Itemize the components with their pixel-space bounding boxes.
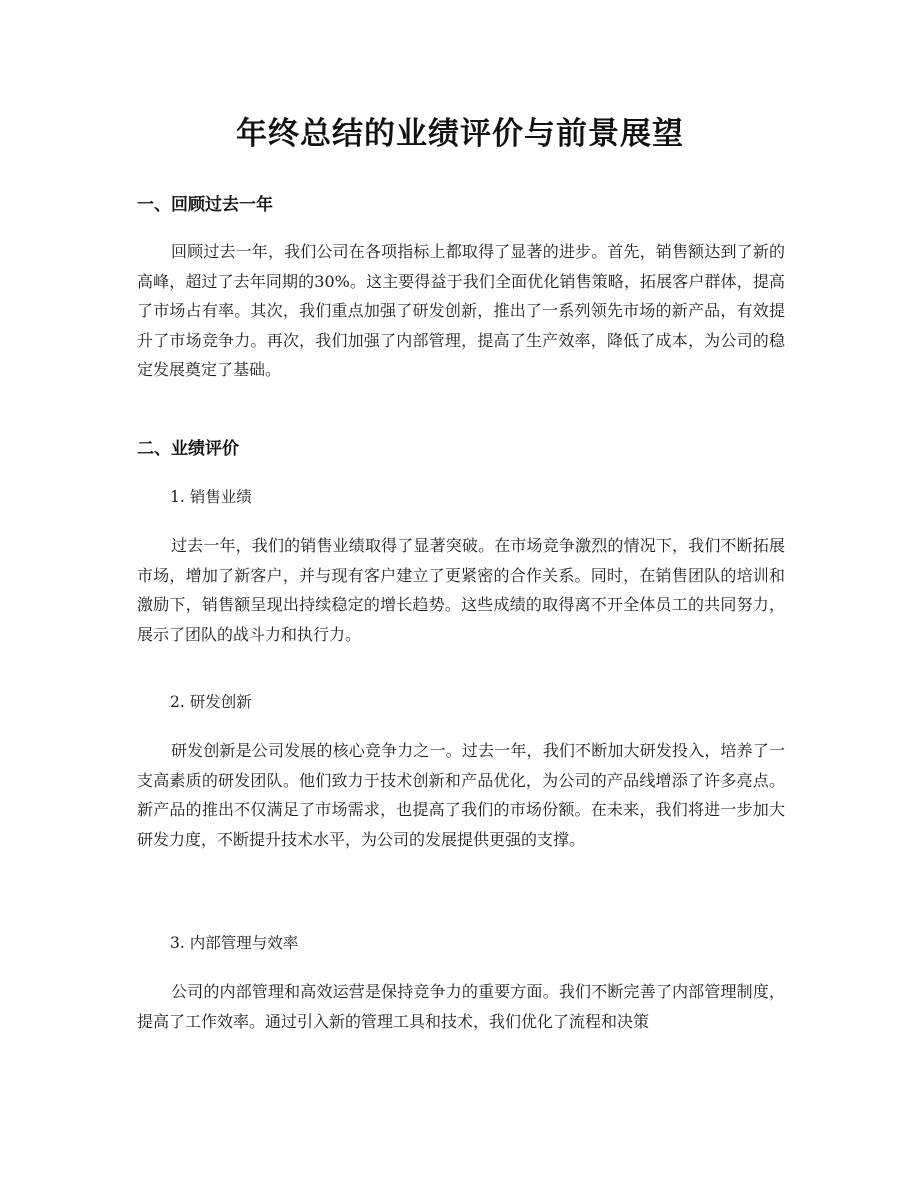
subsection-title-sales: 1. 销售业绩: [170, 488, 252, 506]
section-heading-evaluation: 二、业绩评价: [137, 439, 239, 459]
document-title: 年终总结的业绩评价与前景展望: [236, 116, 684, 152]
paragraph-management: 公司的内部管理和高效运营是保持竞争力的重要方面。我们不断完善了内部管理制度，提高了工作效率。通过引入新的管理工具和技术，我们优化了流程和决策: [137, 982, 785, 1031]
paragraph-review: 回顾过去一年，我们公司在各项指标上都取得了显著的进步。首先，销售额达到了新的高峰，超过了去年同期的30%。这主要得益于我们全面优化销售策略，拓展客户群体，提高了市场占有率。其次，我们重点加强了研发创新，推出了一系列领先市场的新产品，有效提升了市场竞争力。再次，我们加强了内部管理，提高了生产效率，降低了成本，为公司的稳定发展奠定了基础。: [137, 242, 785, 379]
subsection-title-rnd: 2. 研发创新: [170, 693, 252, 711]
subsection-title-management: 3. 内部管理与效率: [170, 934, 299, 952]
paragraph-rnd: 研发创新是公司发展的核心竞争力之一。过去一年，我们不断加大研发投入，培养了一支高素质的研发团队。他们致力于技术创新和产品优化，为公司的产品线增添了许多亮点。新产品的推出不仅满足了市场需求，也提高了我们的市场份额。在未来，我们将进一步加大研发力度，不断提升技术水平，为公司的发展提供更强的支撑。: [137, 741, 785, 849]
paragraph-sales: 过去一年，我们的销售业绩取得了显著突破。在市场竞争激烈的情况下，我们不断拓展市场，增加了新客户，并与现有客户建立了更紧密的合作关系。同时，在销售团队的培训和激励下，销售额呈现出持续稳定的增长趋势。这些成绩的取得离不开全体员工的共同努力，展示了团队的战斗力和执行力。: [137, 536, 785, 644]
section-heading-review: 一、回顾过去一年: [137, 195, 273, 215]
